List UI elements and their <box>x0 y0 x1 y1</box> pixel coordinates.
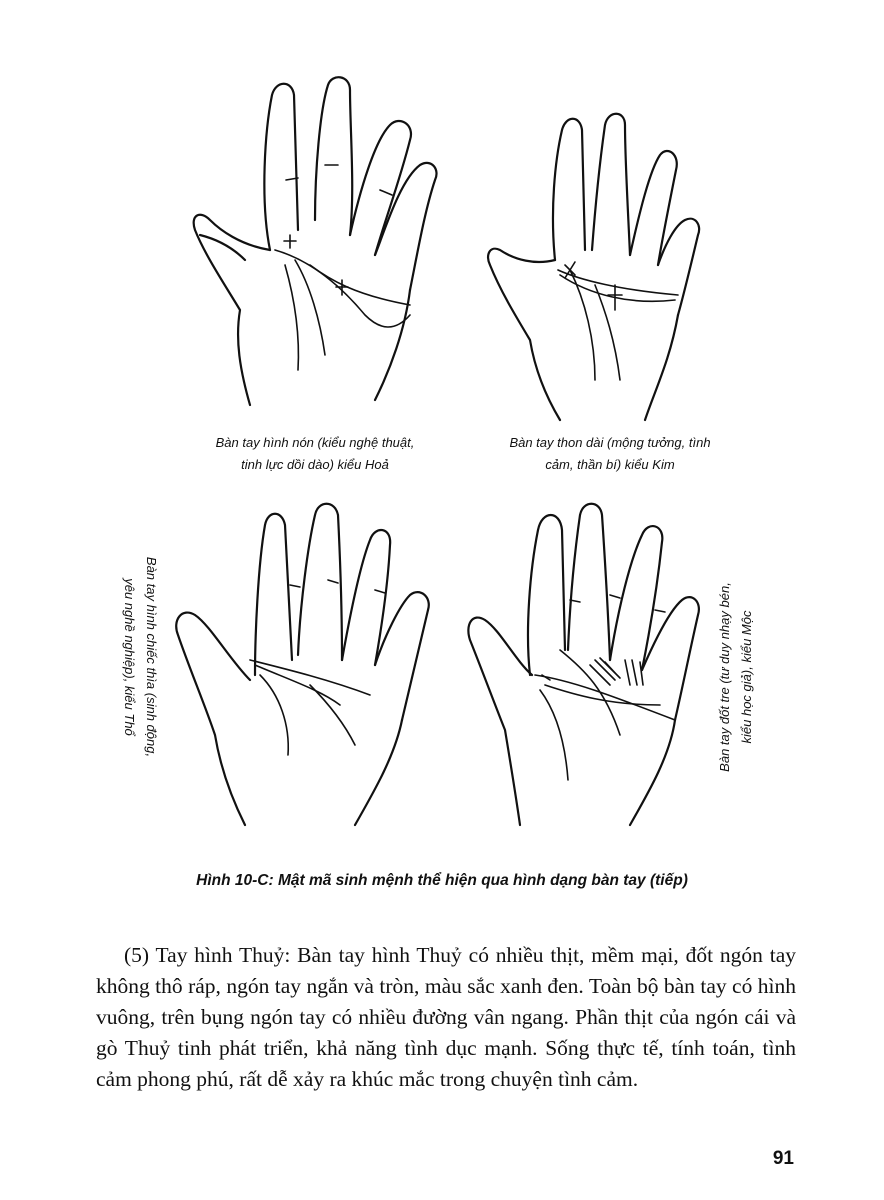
hand-figure-wood <box>460 490 710 840</box>
caption-earth-line2: yêu nghề nghiệp), kiểu Thổ <box>122 578 137 736</box>
hand-drawing-metal <box>480 100 710 430</box>
hand-figure-fire <box>180 70 450 430</box>
hand-figure-metal <box>480 100 710 430</box>
caption-wood-line2: kiểu học giả), kiểu Mộc <box>739 610 754 744</box>
caption-metal <box>470 432 750 476</box>
hand-drawing-wood <box>460 490 710 840</box>
figure-title: Hình 10-C: Mật mã sinh mệnh thể hiện qua hình dạng bàn tay (tiếp) <box>196 872 688 889</box>
body-text <box>96 940 796 1095</box>
caption-earth <box>118 512 162 802</box>
hand-drawing-earth <box>170 495 450 840</box>
caption-fire <box>170 432 460 476</box>
caption-wood <box>714 547 758 807</box>
caption-fire-line1: Bàn tay hình nón (kiểu nghệ thuật, <box>215 435 415 450</box>
caption-earth-line1: Bàn tay hình chiếc thìa (sinh động, <box>144 556 159 758</box>
hand-figure-earth <box>170 495 450 840</box>
caption-wood-line1: Bàn tay đốt tre (tư duy nhạy bén, <box>717 582 732 772</box>
page-number: 91 <box>772 1148 794 1169</box>
caption-fire-line2: tinh lực dồi dào) kiểu Hoả <box>241 457 389 472</box>
caption-metal-line1: Bàn tay thon dài (mộng tưởng, tình <box>509 435 711 450</box>
caption-metal-line2: cảm, thần bí) kiểu Kim <box>545 457 675 472</box>
paragraph: (5) Tay hình Thuỷ: Bàn tay hình Thuỷ có nhiều thịt, mềm mại, đốt ngón tay không thô ráp, ngón tay ngắn và tròn, màu sắc xanh đen. Toàn bộ bàn tay có hình vuông, trên bụng ngón tay có nhiều đường vân ngang. Phần thịt của ngón cái và gò Thuỷ tinh phát triển, khả năng tình dục mạnh. Sống thực tế, tính toán, tình cảm phong phú, rất dễ xảy ra khúc mắc trong chuyện tình cảm. <box>96 943 796 1091</box>
hand-drawing-fire <box>180 70 450 430</box>
